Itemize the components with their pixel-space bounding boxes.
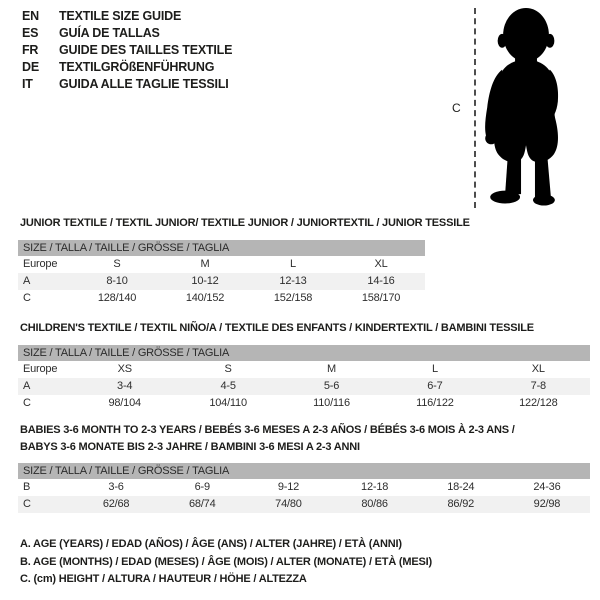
height-marker-label: C (452, 101, 461, 115)
size-value-cell: 6-7 (427, 380, 443, 392)
row-label: A (23, 275, 31, 287)
toddler-silhouette-icon (481, 4, 576, 208)
language-code: IT (22, 77, 33, 91)
row-label: A (23, 380, 31, 392)
size-value-cell: M (327, 363, 336, 375)
language-code: DE (22, 60, 39, 74)
row-label: Europe (23, 363, 58, 375)
size-value-cell: 3-4 (117, 380, 133, 392)
size-value-cell: 128/140 (97, 292, 137, 304)
size-value-cell: 18-24 (447, 481, 475, 493)
table-row (18, 256, 425, 273)
size-value-cell: 104/110 (209, 397, 247, 409)
table-row (18, 479, 590, 496)
table-row (18, 496, 590, 513)
language-row (22, 8, 232, 25)
size-value-cell: 98/104 (108, 397, 141, 409)
size-value-cell: XL (531, 363, 545, 375)
language-code: FR (22, 43, 39, 57)
section-title-line: CHILDREN'S TEXTILE / TEXTIL NIÑO/A / TEXTILE DES ENFANTS / KINDERTEXTIL / BAMBINI TESSILE (20, 322, 534, 334)
table-row (18, 395, 590, 412)
section-title-line: BABYS 3-6 MONATE BIS 2-3 JAHRE / BAMBINI 3-6 MESI A 2-3 ANNI (20, 441, 360, 453)
footnote-line: C. (cm) HEIGHT / ALTURA / HAUTEUR / HÖHE / ALTEZZA (20, 573, 307, 585)
language-code: ES (22, 26, 39, 40)
size-value-cell: 116/122 (416, 397, 454, 409)
size-value-cell: S (224, 363, 232, 375)
section-title-junior (20, 215, 470, 232)
language-title-list (22, 8, 232, 93)
row-label: C (23, 397, 31, 409)
size-value-cell: 12-13 (279, 275, 307, 287)
size-value-cell: 110/116 (313, 397, 350, 409)
size-value-cell: 86/92 (447, 498, 475, 510)
size-value-cell: 152/158 (273, 292, 313, 304)
row-label: Europe (23, 258, 58, 270)
table-row (18, 290, 425, 307)
size-table-babies (18, 463, 590, 513)
size-value-cell: 5-6 (323, 380, 340, 392)
language-row (22, 25, 232, 42)
language-code: EN (22, 9, 39, 23)
size-value-cell: 92/98 (533, 498, 561, 510)
table-row (18, 361, 590, 378)
height-measure-dashed-line (474, 8, 476, 208)
size-value-cell: 122/128 (519, 397, 558, 409)
size-header-bar: SIZE / TALLA / TAILLE / GRÖSSE / TAGLIA (18, 463, 590, 479)
size-value-cell: XS (117, 363, 132, 375)
language-title: GUIDA ALLE TAGLIE TESSILI (59, 77, 229, 91)
size-value-cell: 74/80 (275, 498, 302, 510)
size-value-cell: XL (374, 258, 388, 270)
size-value-cell: 158/170 (361, 292, 401, 304)
size-value-cell: 8-10 (106, 275, 128, 287)
size-value-cell: M (200, 258, 210, 270)
size-value-cell: L (431, 363, 438, 375)
size-value-cell: 14-16 (367, 275, 395, 287)
size-table-children (18, 345, 590, 412)
size-value-cell: 24-36 (533, 481, 561, 493)
footnote-line: A. AGE (YEARS) / EDAD (AÑOS) / ÂGE (ANS) / ALTER (JAHRE) / ETÀ (ANNI) (20, 538, 402, 550)
size-value-cell: 12-18 (361, 481, 389, 493)
footnote-line: B. AGE (MONTHS) / EDAD (MESES) / ÂGE (MOIS) / ALTER (MONATE) / ETÀ (MESI) (20, 555, 432, 568)
section-title-children (20, 320, 534, 337)
language-title: TEXTILGRÖßENFÜHRUNG (59, 60, 215, 74)
footnote-list (20, 536, 432, 589)
size-value-cell: 6-9 (194, 481, 210, 493)
language-title: TEXTILE SIZE GUIDE (59, 9, 182, 23)
language-title: GUÍA DE TALLAS (59, 26, 160, 40)
table-row (18, 273, 425, 290)
row-label: B (23, 481, 31, 493)
row-label: C (23, 498, 31, 510)
row-label: C (23, 292, 31, 304)
size-value-cell: 62/68 (102, 498, 130, 510)
size-value-cell: 80/86 (361, 498, 388, 510)
size-header-bar: SIZE / TALLA / TAILLE / GRÖSSE / TAGLIA (18, 240, 425, 256)
size-header-bar: SIZE / TALLA / TAILLE / GRÖSSE / TAGLIA (18, 345, 590, 361)
size-value-cell: 9-12 (277, 481, 300, 493)
size-value-cell: L (290, 258, 296, 270)
size-value-cell: 3-6 (108, 481, 124, 493)
language-title: GUIDE DES TAILLES TEXTILE (59, 43, 233, 57)
language-row (22, 42, 232, 59)
table-row (18, 378, 590, 395)
section-title-line: JUNIOR TEXTILE / TEXTIL JUNIOR/ TEXTILE JUNIOR / JUNIORTEXTIL / JUNIOR TESSILE (20, 217, 470, 229)
size-value-cell: 68/74 (188, 498, 216, 510)
section-title-babies (20, 422, 515, 456)
language-row (22, 59, 232, 76)
size-value-cell: 4-5 (220, 380, 236, 392)
section-title-line: BABIES 3-6 MONTH TO 2-3 YEARS / BEBÉS 3-6 MESES A 2-3 AÑOS / BÉBÉS 3-6 MOIS À 2-3 ANS / (20, 424, 515, 436)
size-value-cell: 10-12 (191, 275, 219, 287)
language-row (22, 76, 232, 93)
size-value-cell: 7-8 (530, 380, 546, 392)
size-table-junior (18, 240, 425, 307)
size-value-cell: S (113, 258, 121, 270)
size-value-cell: 140/152 (185, 292, 225, 304)
